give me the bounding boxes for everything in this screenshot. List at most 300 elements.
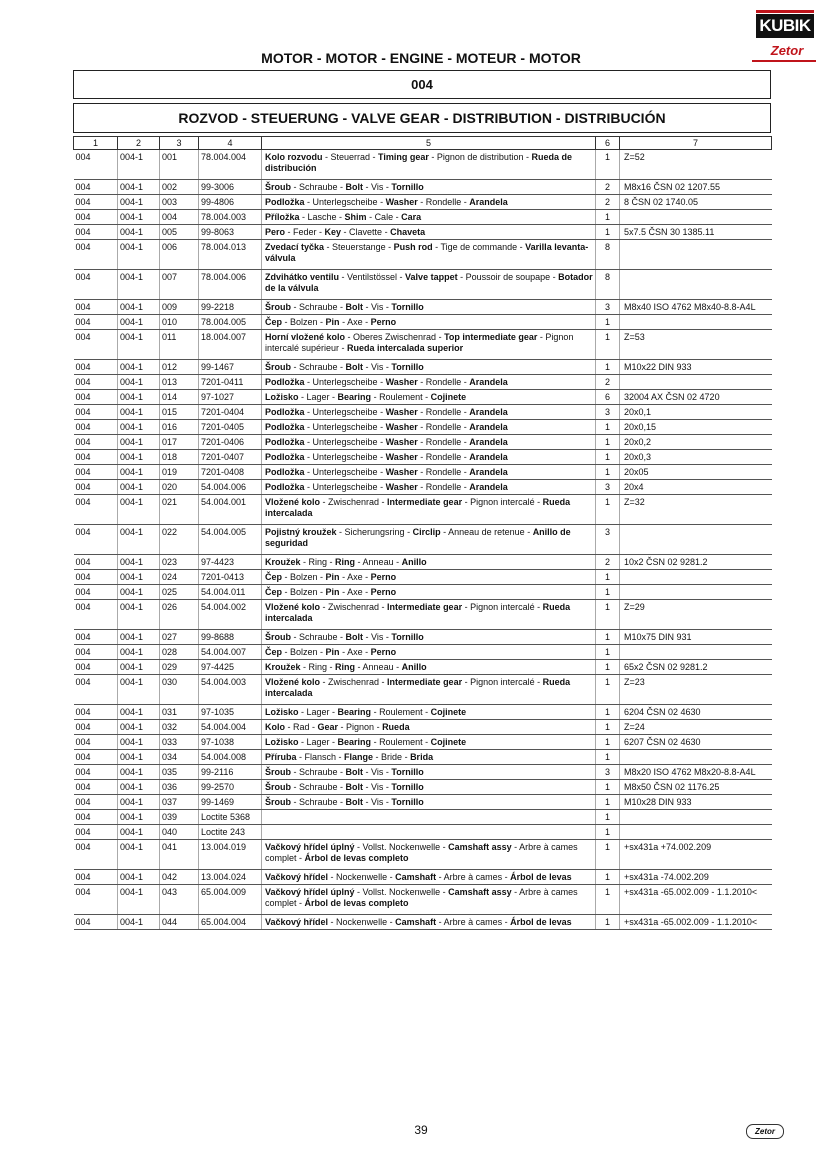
description-segment: Árbol de levas: [510, 917, 572, 927]
note-cell: [620, 810, 772, 825]
note-cell: Z=24: [620, 720, 772, 735]
description-segment: Camshaft assy: [448, 887, 512, 897]
description-segment: Tornillo: [391, 767, 424, 777]
group-cell: 004: [74, 180, 118, 195]
subgroup-cell: 004-1: [118, 390, 160, 405]
table-row: [74, 795, 772, 810]
part-number-cell: 78.004.005: [199, 315, 262, 330]
description-segment: Perno: [370, 647, 397, 657]
position-cell: 023: [160, 555, 199, 570]
note-cell: [620, 585, 772, 600]
subgroup-cell: 004-1: [118, 915, 160, 930]
description-cell: Zvedací tyčka - Steuerstange - Push rod - Tige de commande - Varilla levanta-válvula: [262, 240, 596, 270]
description-segment: Ring: [335, 662, 356, 672]
description-segment: Cara: [401, 212, 422, 222]
quantity-cell: 1: [596, 735, 620, 750]
description-segment: Camshaft: [395, 872, 437, 882]
description-segment: Šroub: [265, 797, 291, 807]
description-segment: Flange: [344, 752, 374, 762]
description-cell: Vložené kolo - Zwischenrad - Intermediate gear - Pignon intercalé - Rueda intercalada: [262, 675, 596, 705]
description-segment: Perno: [370, 317, 397, 327]
description-segment: Árbol de levas: [510, 872, 572, 882]
quantity-cell: 1: [596, 450, 620, 465]
note-cell: [620, 315, 772, 330]
description-segment: Camshaft assy: [448, 842, 512, 852]
description-segment: Ložisko: [265, 707, 299, 717]
description-segment: Bolzen: [290, 587, 318, 597]
description-segment: Schraube: [299, 767, 338, 777]
quantity-cell: 1: [596, 210, 620, 225]
description-segment: Schraube: [299, 302, 338, 312]
description-segment: Lager: [306, 707, 330, 717]
table-row: [74, 870, 772, 885]
position-cell: 039: [160, 810, 199, 825]
part-number-cell: 99-4806: [199, 195, 262, 210]
parts-table-body: [74, 150, 772, 930]
quantity-cell: 1: [596, 795, 620, 810]
quantity-cell: 1: [596, 660, 620, 675]
position-cell: 031: [160, 705, 199, 720]
subgroup-cell: 004-1: [118, 270, 160, 300]
position-cell: 016: [160, 420, 199, 435]
description-cell: Čep - Bolzen - Pin - Axe - Perno: [262, 645, 596, 660]
column-header: 3: [160, 137, 199, 150]
description-segment: Arbre à cames: [443, 917, 503, 927]
subgroup-cell: 004-1: [118, 375, 160, 390]
description-segment: Rondelle: [425, 422, 462, 432]
description-segment: Unterlegscheibe: [312, 467, 378, 477]
part-number-cell: 54.004.011: [199, 585, 262, 600]
description-segment: Rueda de distribución: [265, 152, 572, 173]
quantity-cell: 1: [596, 570, 620, 585]
description-segment: Kolo: [265, 722, 285, 732]
group-cell: 004: [74, 405, 118, 420]
quantity-cell: 1: [596, 750, 620, 765]
description-segment: Tornillo: [391, 632, 424, 642]
description-segment: Bolt: [345, 362, 364, 372]
description-segment: Arandela: [469, 407, 508, 417]
subgroup-cell: 004-1: [118, 405, 160, 420]
description-segment: Čep: [265, 572, 283, 582]
note-cell: 20x0,2: [620, 435, 772, 450]
column-header: 6: [596, 137, 620, 150]
description-cell: Pojistný kroužek - Sicherungsring - Circlip - Anneau de retenue - Anillo de seguridad: [262, 525, 596, 555]
note-cell: 65x2 ČSN 02 9281.2: [620, 660, 772, 675]
description-segment: Rondelle: [425, 452, 462, 462]
note-cell: +sx431a -65.002.009 - 1.1.2010<: [620, 885, 772, 915]
description-segment: Podložka: [265, 197, 305, 207]
note-cell: M10x28 DIN 933: [620, 795, 772, 810]
description-segment: Washer: [385, 422, 418, 432]
subgroup-cell: 004-1: [118, 555, 160, 570]
quantity-cell: 1: [596, 870, 620, 885]
description-segment: Vis: [371, 302, 384, 312]
description-cell: [262, 810, 596, 825]
parts-table: [73, 136, 772, 930]
description-segment: Washer: [385, 197, 418, 207]
description-segment: Washer: [385, 452, 418, 462]
part-number-cell: 54.004.001: [199, 495, 262, 525]
subgroup-cell: 004-1: [118, 225, 160, 240]
subgroup-cell: 004-1: [118, 435, 160, 450]
group-cell: 004: [74, 585, 118, 600]
description-segment: Pin: [325, 587, 340, 597]
description-segment: Pignon intercalé: [470, 497, 535, 507]
group-cell: 004: [74, 870, 118, 885]
subgroup-cell: 004-1: [118, 480, 160, 495]
part-number-cell: 78.004.004: [199, 150, 262, 180]
description-cell: Ložisko - Lager - Bearing - Roulement - Cojinete: [262, 735, 596, 750]
quantity-cell: 1: [596, 330, 620, 360]
description-segment: Nockenwelle: [336, 872, 388, 882]
description-segment: Vollst. Nockenwelle: [362, 842, 441, 852]
table-row: [74, 600, 772, 630]
description-cell: Šroub - Schraube - Bolt - Vis - Tornillo: [262, 765, 596, 780]
description-segment: Circlip: [412, 527, 441, 537]
subgroup-cell: 004-1: [118, 300, 160, 315]
group-cell: 004: [74, 330, 118, 360]
column-header: 5: [262, 137, 596, 150]
zetor-logo: Zetor: [770, 43, 804, 58]
group-cell: 004: [74, 780, 118, 795]
group-cell: 004: [74, 795, 118, 810]
description-segment: Schraube: [299, 632, 338, 642]
description-segment: Gear: [317, 722, 339, 732]
note-cell: Z=23: [620, 675, 772, 705]
note-cell: +sx431a -74.002.209: [620, 870, 772, 885]
quantity-cell: 1: [596, 360, 620, 375]
description-segment: Roulement: [379, 707, 423, 717]
description-segment: Sicherungsring: [344, 527, 405, 537]
description-segment: Clavette: [349, 227, 383, 237]
position-cell: 014: [160, 390, 199, 405]
table-row: [74, 240, 772, 270]
subgroup-cell: 004-1: [118, 420, 160, 435]
description-segment: Vollst. Nockenwelle: [362, 887, 441, 897]
quantity-cell: 3: [596, 525, 620, 555]
description-segment: Pignon intercalé supérieur: [265, 332, 574, 353]
description-segment: Zwischenrad: [328, 602, 380, 612]
description-segment: Anillo: [401, 557, 427, 567]
column-header: 2: [118, 137, 160, 150]
description-segment: Ring: [308, 557, 328, 567]
quantity-cell: 2: [596, 375, 620, 390]
description-segment: Anneau: [362, 662, 394, 672]
quantity-cell: 1: [596, 675, 620, 705]
description-segment: Rueda intercalada: [265, 602, 571, 623]
part-number-cell: 99-2116: [199, 765, 262, 780]
group-code: 004: [73, 70, 771, 99]
description-segment: Tornillo: [391, 302, 424, 312]
description-cell: Ložisko - Lager - Bearing - Roulement - Cojinete: [262, 390, 596, 405]
position-cell: 026: [160, 600, 199, 630]
part-number-cell: 54.004.006: [199, 480, 262, 495]
part-number-cell: 7201-0408: [199, 465, 262, 480]
subgroup-cell: 004-1: [118, 360, 160, 375]
part-number-cell: 7201-0411: [199, 375, 262, 390]
group-cell: 004: [74, 390, 118, 405]
quantity-cell: 2: [596, 555, 620, 570]
table-row: [74, 630, 772, 645]
group-cell: 004: [74, 375, 118, 390]
description-segment: Arandela: [469, 467, 508, 477]
table-row: [74, 180, 772, 195]
note-cell: [620, 240, 772, 270]
subgroup-cell: 004-1: [118, 675, 160, 705]
description-segment: Brida: [410, 752, 434, 762]
subgroup-cell: 004-1: [118, 195, 160, 210]
description-segment: Šroub: [265, 302, 291, 312]
group-cell: 004: [74, 825, 118, 840]
position-cell: 035: [160, 765, 199, 780]
description-cell: Příložka - Lasche - Shim - Cale - Cara: [262, 210, 596, 225]
description-segment: Bolt: [345, 182, 364, 192]
description-segment: Horní vložené kolo: [265, 332, 346, 342]
quantity-cell: 3: [596, 405, 620, 420]
description-segment: Flansch: [304, 752, 337, 762]
description-segment: Pignon intercalé: [470, 602, 535, 612]
position-cell: 002: [160, 180, 199, 195]
note-cell: +sx431a -65.002.009 - 1.1.2010<: [620, 915, 772, 930]
part-number-cell: 7201-0413: [199, 570, 262, 585]
note-cell: 5x7.5 ČSN 30 1385.11: [620, 225, 772, 240]
position-cell: 027: [160, 630, 199, 645]
description-segment: Tornillo: [391, 797, 424, 807]
description-segment: Roulement: [379, 737, 423, 747]
position-cell: 037: [160, 795, 199, 810]
table-row: [74, 555, 772, 570]
quantity-cell: 1: [596, 840, 620, 870]
table-row: [74, 300, 772, 315]
table-row: [74, 450, 772, 465]
description-segment: Washer: [385, 482, 418, 492]
table-row: [74, 315, 772, 330]
subgroup-cell: 004-1: [118, 780, 160, 795]
description-segment: Árbol de levas completo: [304, 898, 409, 908]
quantity-cell: 3: [596, 480, 620, 495]
description-segment: Camshaft: [395, 917, 437, 927]
description-segment: Bride: [381, 752, 403, 762]
description-segment: Pojistný kroužek: [265, 527, 337, 537]
column-header: 4: [199, 137, 262, 150]
description-segment: Bolt: [345, 782, 364, 792]
description-segment: Lasche: [307, 212, 337, 222]
quantity-cell: 1: [596, 780, 620, 795]
part-number-cell: 7201-0405: [199, 420, 262, 435]
description-segment: Key: [324, 227, 342, 237]
description-segment: Anneau de retenue: [448, 527, 525, 537]
group-cell: 004: [74, 570, 118, 585]
table-row: [74, 840, 772, 870]
group-cell: 004: [74, 765, 118, 780]
description-segment: Washer: [385, 437, 418, 447]
position-cell: 040: [160, 825, 199, 840]
quantity-cell: 1: [596, 720, 620, 735]
description-segment: Árbol de levas completo: [304, 853, 409, 863]
table-row: [74, 480, 772, 495]
group-cell: 004: [74, 225, 118, 240]
subgroup-cell: 004-1: [118, 600, 160, 630]
part-number-cell: 7201-0407: [199, 450, 262, 465]
description-cell: Podložka - Unterlegscheibe - Washer - Rondelle - Arandela: [262, 375, 596, 390]
kubik-logo: KUBIK: [756, 14, 814, 38]
table-row: [74, 150, 772, 180]
description-cell: Podložka - Unterlegscheibe - Washer - Rondelle - Arandela: [262, 420, 596, 435]
position-cell: 020: [160, 480, 199, 495]
quantity-cell: 1: [596, 630, 620, 645]
note-cell: 10x2 ČSN 02 9281.2: [620, 555, 772, 570]
table-row: [74, 420, 772, 435]
description-segment: Unterlegscheibe: [312, 482, 378, 492]
position-cell: 004: [160, 210, 199, 225]
table-row: [74, 750, 772, 765]
group-cell: 004: [74, 660, 118, 675]
description-segment: Bolzen: [290, 572, 318, 582]
description-segment: Zwischenrad: [328, 497, 380, 507]
note-cell: [620, 210, 772, 225]
description-segment: Washer: [385, 407, 418, 417]
description-segment: Bolzen: [290, 317, 318, 327]
description-segment: Push rod: [393, 242, 433, 252]
description-segment: Pignon: [346, 722, 375, 732]
group-cell: 004: [74, 420, 118, 435]
description-segment: Arandela: [469, 482, 508, 492]
part-number-cell: 99-8063: [199, 225, 262, 240]
description-segment: Cojinete: [430, 737, 467, 747]
description-segment: Čep: [265, 317, 283, 327]
table-row: [74, 270, 772, 300]
part-number-cell: 78.004.003: [199, 210, 262, 225]
description-cell: Vložené kolo - Zwischenrad - Intermediate gear - Pignon intercalé - Rueda intercalada: [262, 600, 596, 630]
position-cell: 017: [160, 435, 199, 450]
position-cell: 015: [160, 405, 199, 420]
description-segment: Anillo: [401, 662, 427, 672]
description-cell: Podložka - Unterlegscheibe - Washer - Rondelle - Arandela: [262, 480, 596, 495]
description-cell: Vložené kolo - Zwischenrad - Intermediate gear - Pignon intercalé - Rueda intercalada: [262, 495, 596, 525]
note-cell: 32004 AX ČSN 02 4720: [620, 390, 772, 405]
part-number-cell: 13.004.024: [199, 870, 262, 885]
part-number-cell: 54.004.003: [199, 675, 262, 705]
quantity-cell: 3: [596, 765, 620, 780]
group-cell: 004: [74, 480, 118, 495]
description-segment: Axe: [347, 317, 363, 327]
description-segment: Bearing: [337, 707, 372, 717]
position-cell: 003: [160, 195, 199, 210]
description-segment: Pignon de distribution: [436, 152, 524, 162]
quantity-cell: 1: [596, 495, 620, 525]
description-cell: Ložisko - Lager - Bearing - Roulement - Cojinete: [262, 705, 596, 720]
part-number-cell: 18.004.007: [199, 330, 262, 360]
description-segment: Bearing: [337, 392, 372, 402]
description-segment: Příložka: [265, 212, 300, 222]
table-row: [74, 675, 772, 705]
description-segment: Bearing: [337, 737, 372, 747]
group-cell: 004: [74, 750, 118, 765]
part-number-cell: 97-4425: [199, 660, 262, 675]
subgroup-cell: 004-1: [118, 465, 160, 480]
part-number-cell: 97-1035: [199, 705, 262, 720]
position-cell: 022: [160, 525, 199, 555]
description-segment: Vložené kolo: [265, 497, 321, 507]
table-row: [74, 495, 772, 525]
subgroup-cell: 004-1: [118, 870, 160, 885]
position-cell: 006: [160, 240, 199, 270]
group-cell: 004: [74, 435, 118, 450]
quantity-cell: 8: [596, 270, 620, 300]
description-segment: Bolt: [345, 632, 364, 642]
table-header-row: [74, 137, 772, 150]
description-segment: Čep: [265, 587, 283, 597]
part-number-cell: 99-3006: [199, 180, 262, 195]
table-row: [74, 705, 772, 720]
part-number-cell: 13.004.019: [199, 840, 262, 870]
description-segment: Zwischenrad: [328, 677, 380, 687]
quantity-cell: 1: [596, 810, 620, 825]
description-cell: Vačkový hřídel - Nockenwelle - Camshaft - Arbre à cames - Árbol de levas: [262, 915, 596, 930]
description-cell: Vačkový hřídel úplný - Vollst. Nockenwelle - Camshaft assy - Arbre à cames complet - Árbol de levas completo: [262, 885, 596, 915]
description-cell: Příruba - Flansch - Flange - Bride - Brida: [262, 750, 596, 765]
description-segment: Podložka: [265, 407, 305, 417]
quantity-cell: 1: [596, 150, 620, 180]
quantity-cell: 1: [596, 585, 620, 600]
column-header: 7: [620, 137, 772, 150]
note-cell: 20x0,15: [620, 420, 772, 435]
group-cell: 004: [74, 240, 118, 270]
position-cell: 032: [160, 720, 199, 735]
note-cell: M8x40 ISO 4762 M8x40-8.8-A4L: [620, 300, 772, 315]
description-segment: Vačkový hřídel úplný: [265, 887, 355, 897]
subgroup-cell: 004-1: [118, 825, 160, 840]
description-cell: Kroužek - Ring - Ring - Anneau - Anillo: [262, 660, 596, 675]
description-segment: Unterlegscheibe: [312, 407, 378, 417]
note-cell: M8x16 ČSN 02 1207.55: [620, 180, 772, 195]
description-segment: Podložka: [265, 437, 305, 447]
description-segment: Tornillo: [391, 782, 424, 792]
description-segment: Unterlegscheibe: [312, 452, 378, 462]
description-cell: Šroub - Schraube - Bolt - Vis - Tornillo: [262, 360, 596, 375]
part-number-cell: 99-8688: [199, 630, 262, 645]
part-number-cell: 99-2570: [199, 780, 262, 795]
subgroup-cell: 004-1: [118, 150, 160, 180]
note-cell: [620, 375, 772, 390]
table-row: [74, 780, 772, 795]
part-number-cell: 54.004.002: [199, 600, 262, 630]
table-row: [74, 210, 772, 225]
description-segment: Unterlegscheibe: [312, 197, 378, 207]
subgroup-cell: 004-1: [118, 180, 160, 195]
description-segment: Washer: [385, 467, 418, 477]
description-segment: Bolt: [345, 302, 364, 312]
table-row: [74, 435, 772, 450]
table-row: [74, 360, 772, 375]
group-cell: 004: [74, 315, 118, 330]
subgroup-cell: 004-1: [118, 525, 160, 555]
description-segment: Příruba: [265, 752, 297, 762]
part-number-cell: 54.004.007: [199, 645, 262, 660]
subgroup-cell: 004-1: [118, 645, 160, 660]
position-cell: 001: [160, 150, 199, 180]
description-segment: Vis: [371, 767, 384, 777]
description-segment: Vis: [371, 182, 384, 192]
note-cell: 6207 ČSN 02 4630: [620, 735, 772, 750]
note-cell: 8 ČSN 02 1740.05: [620, 195, 772, 210]
part-number-cell: 99-1469: [199, 795, 262, 810]
note-cell: [620, 645, 772, 660]
description-cell: Podložka - Unterlegscheibe - Washer - Rondelle - Arandela: [262, 195, 596, 210]
description-cell: Šroub - Schraube - Bolt - Vis - Tornillo: [262, 300, 596, 315]
subgroup-cell: 004-1: [118, 705, 160, 720]
group-cell: 004: [74, 210, 118, 225]
